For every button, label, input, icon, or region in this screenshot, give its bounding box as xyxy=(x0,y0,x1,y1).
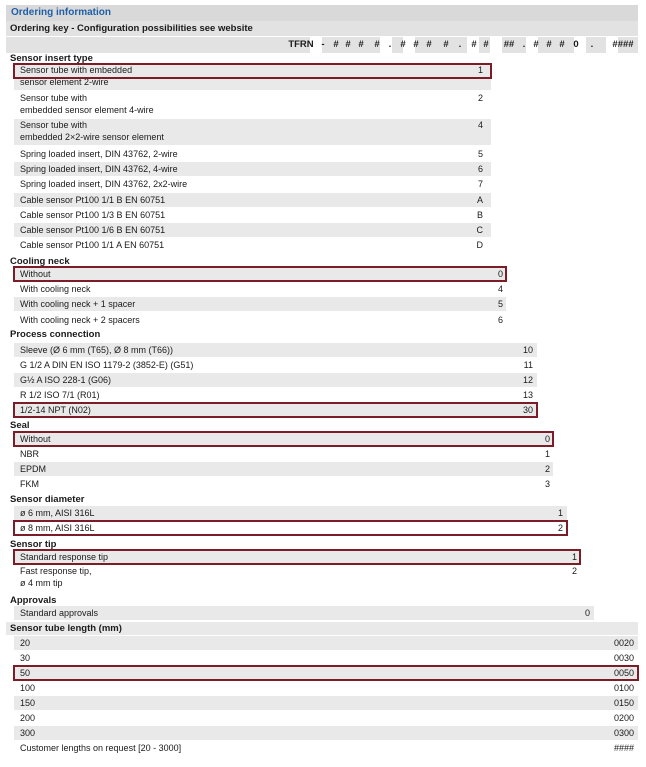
code-position: # xyxy=(374,39,380,50)
option-code: 0300 xyxy=(613,728,634,738)
code-position: # xyxy=(333,39,339,50)
code-column-shade xyxy=(567,53,580,538)
option-row xyxy=(14,711,638,725)
code-position: #### xyxy=(612,39,634,50)
option-code: 0200 xyxy=(613,713,634,723)
option-code: 5 xyxy=(477,149,483,159)
option-label: With cooling neck + 2 spacers xyxy=(20,315,140,325)
group-title: Process connection xyxy=(10,329,101,340)
option-row xyxy=(14,177,491,191)
selected-option-highlight xyxy=(13,520,568,536)
option-code: A xyxy=(476,195,483,205)
code-position: # xyxy=(483,39,489,50)
option-code: 0150 xyxy=(613,698,634,708)
option-code: 0 xyxy=(544,434,550,444)
group-title: Approvals xyxy=(10,595,57,606)
option-code: 4 xyxy=(477,120,483,130)
option-label: Sensor tube with embedded sensor element 2-wire xyxy=(20,65,133,87)
option-label: Without xyxy=(20,269,51,279)
option-code: 3 xyxy=(544,479,550,489)
option-row xyxy=(14,606,594,620)
option-row xyxy=(14,223,491,237)
option-row xyxy=(14,343,537,357)
option-label: With cooling neck + 1 spacer xyxy=(20,299,136,309)
option-label: Standard response tip xyxy=(20,552,109,562)
option-label: 200 xyxy=(20,713,36,723)
option-label: G½ A ISO 228-1 (G06) xyxy=(20,375,112,385)
option-row xyxy=(14,726,638,740)
option-row xyxy=(14,447,553,461)
option-code: C xyxy=(476,225,483,235)
code-column-shade xyxy=(491,53,506,255)
option-row xyxy=(14,388,537,402)
option-label: 300 xyxy=(20,728,36,738)
option-label: Spring loaded insert, DIN 43762, 2x2-wire xyxy=(20,179,188,189)
option-code: 6 xyxy=(477,164,483,174)
option-code: 1 xyxy=(477,65,483,75)
option-label: ø 8 mm, AISI 316L xyxy=(20,523,95,533)
option-code: 13 xyxy=(522,390,533,400)
code-position: # xyxy=(559,39,565,50)
option-label: Without xyxy=(20,434,51,444)
option-code: 4 xyxy=(497,284,503,294)
option-code: 0020 xyxy=(613,638,634,648)
option-code: 2 xyxy=(571,566,577,576)
option-row xyxy=(14,681,638,695)
selected-option-highlight xyxy=(13,665,639,681)
option-code: 0050 xyxy=(613,668,634,678)
option-label: 150 xyxy=(20,698,36,708)
option-label: FKM xyxy=(20,479,39,489)
option-row xyxy=(14,238,491,252)
code-position: ## xyxy=(503,39,515,50)
option-label: 1/2-14 NPT (N02) xyxy=(20,405,91,415)
option-row xyxy=(14,565,580,591)
option-label: Sensor tube with embedded sensor element 4-wire xyxy=(20,93,154,115)
selected-option-highlight xyxy=(13,402,538,418)
code-column-shade xyxy=(537,53,553,419)
option-code: 0100 xyxy=(613,683,634,693)
code-position: . xyxy=(388,39,392,50)
option-row xyxy=(14,297,506,311)
option-label: With cooling neck xyxy=(20,284,91,294)
option-row xyxy=(14,462,553,476)
code-position: # xyxy=(345,39,351,50)
group-title: Seal xyxy=(10,420,30,431)
option-label: Standard approvals xyxy=(20,608,99,618)
option-row xyxy=(14,636,638,650)
option-code: 11 xyxy=(523,360,533,370)
option-label: Cable sensor Pt100 1/1 A EN 60751 xyxy=(20,240,165,250)
code-prefix: TFRN xyxy=(288,39,314,50)
code-position: . xyxy=(458,39,462,50)
option-code: 10 xyxy=(522,345,533,355)
option-label: Spring loaded insert, DIN 43762, 2-wire xyxy=(20,149,178,159)
code-position: # xyxy=(358,39,364,50)
option-code: 6 xyxy=(497,315,503,325)
option-row xyxy=(14,119,491,145)
option-label: Spring loaded insert, DIN 43762, 4-wire xyxy=(20,164,178,174)
option-row xyxy=(14,506,567,520)
code-position: # xyxy=(426,39,432,50)
option-label: Cable sensor Pt100 1/1 B EN 60751 xyxy=(20,195,166,205)
group-title: Sensor tube length (mm) xyxy=(6,622,638,635)
option-label: 30 xyxy=(20,653,31,663)
option-label: G 1/2 A DIN EN ISO 1179-2 (3852-E) (G51) xyxy=(20,360,194,370)
option-label: 100 xyxy=(20,683,36,693)
option-row xyxy=(14,651,638,665)
option-code: #### xyxy=(613,743,634,753)
option-label: 20 xyxy=(20,638,31,648)
selected-option-highlight xyxy=(13,266,507,282)
option-code: D xyxy=(476,240,483,250)
code-position: . xyxy=(590,39,594,50)
option-label: NBR xyxy=(20,449,40,459)
option-code: 2 xyxy=(557,523,563,533)
option-code: 0 xyxy=(497,269,503,279)
option-row xyxy=(14,92,491,118)
code-position: # xyxy=(400,39,406,50)
option-row xyxy=(14,282,506,296)
option-row xyxy=(14,147,491,161)
option-code: 1 xyxy=(544,449,550,459)
option-label: 50 xyxy=(20,668,31,678)
group-title: Sensor diameter xyxy=(10,494,85,505)
option-row xyxy=(14,193,491,207)
code-position: 0 xyxy=(573,39,579,50)
option-label: Cable sensor Pt100 1/3 B EN 60751 xyxy=(20,210,166,220)
option-row xyxy=(14,741,638,755)
option-code: 1 xyxy=(557,508,563,518)
ordering-key-label: Ordering key - Configuration possibilities see website xyxy=(6,21,638,36)
option-code: 0030 xyxy=(613,653,634,663)
selected-option-highlight xyxy=(13,549,581,565)
code-column-shade xyxy=(506,53,537,328)
ordering-code-bar xyxy=(6,37,638,53)
code-position: # xyxy=(443,39,449,50)
option-row xyxy=(14,313,506,327)
code-position: . xyxy=(522,39,526,50)
option-row xyxy=(14,208,491,222)
code-position: - xyxy=(321,39,325,50)
selected-option-highlight xyxy=(13,431,554,447)
selected-option-highlight xyxy=(13,63,492,79)
option-label: Fast response tip, ø 4 mm tip xyxy=(20,566,92,588)
group-title: Sensor tip xyxy=(10,539,57,550)
option-label: R 1/2 ISO 7/1 (R01) xyxy=(20,390,100,400)
option-row xyxy=(14,162,491,176)
option-code: 30 xyxy=(522,405,533,415)
option-code: B xyxy=(476,210,483,220)
option-code: 0 xyxy=(584,608,590,618)
option-code: 12 xyxy=(522,375,533,385)
option-row xyxy=(14,373,537,387)
option-label: Sensor tube with embedded 2×2-wire sensor element xyxy=(20,120,164,142)
option-row xyxy=(14,358,537,372)
option-label: Customer lengths on request [20 - 3000] xyxy=(20,743,182,753)
code-position: # xyxy=(533,39,539,50)
group-title: Sensor insert type xyxy=(10,53,93,64)
code-column-shade xyxy=(580,53,594,594)
option-code: 2 xyxy=(477,93,483,103)
group-title: Cooling neck xyxy=(10,256,70,267)
option-label: EPDM xyxy=(20,464,47,474)
code-position: # xyxy=(546,39,552,50)
option-row xyxy=(14,477,553,491)
option-code: 5 xyxy=(497,299,503,309)
option-code: 2 xyxy=(544,464,550,474)
option-code: 1 xyxy=(571,552,577,562)
option-code: 7 xyxy=(477,179,483,189)
section-title: Ordering information xyxy=(6,5,638,21)
option-label: Sleeve (Ø 6 mm (T65), Ø 8 mm (T66)) xyxy=(20,345,174,355)
code-position: # xyxy=(413,39,419,50)
code-position: # xyxy=(471,39,477,50)
option-label: Cable sensor Pt100 1/6 B EN 60751 xyxy=(20,225,166,235)
option-label: ø 6 mm, AISI 316L xyxy=(20,508,95,518)
option-row xyxy=(14,696,638,710)
